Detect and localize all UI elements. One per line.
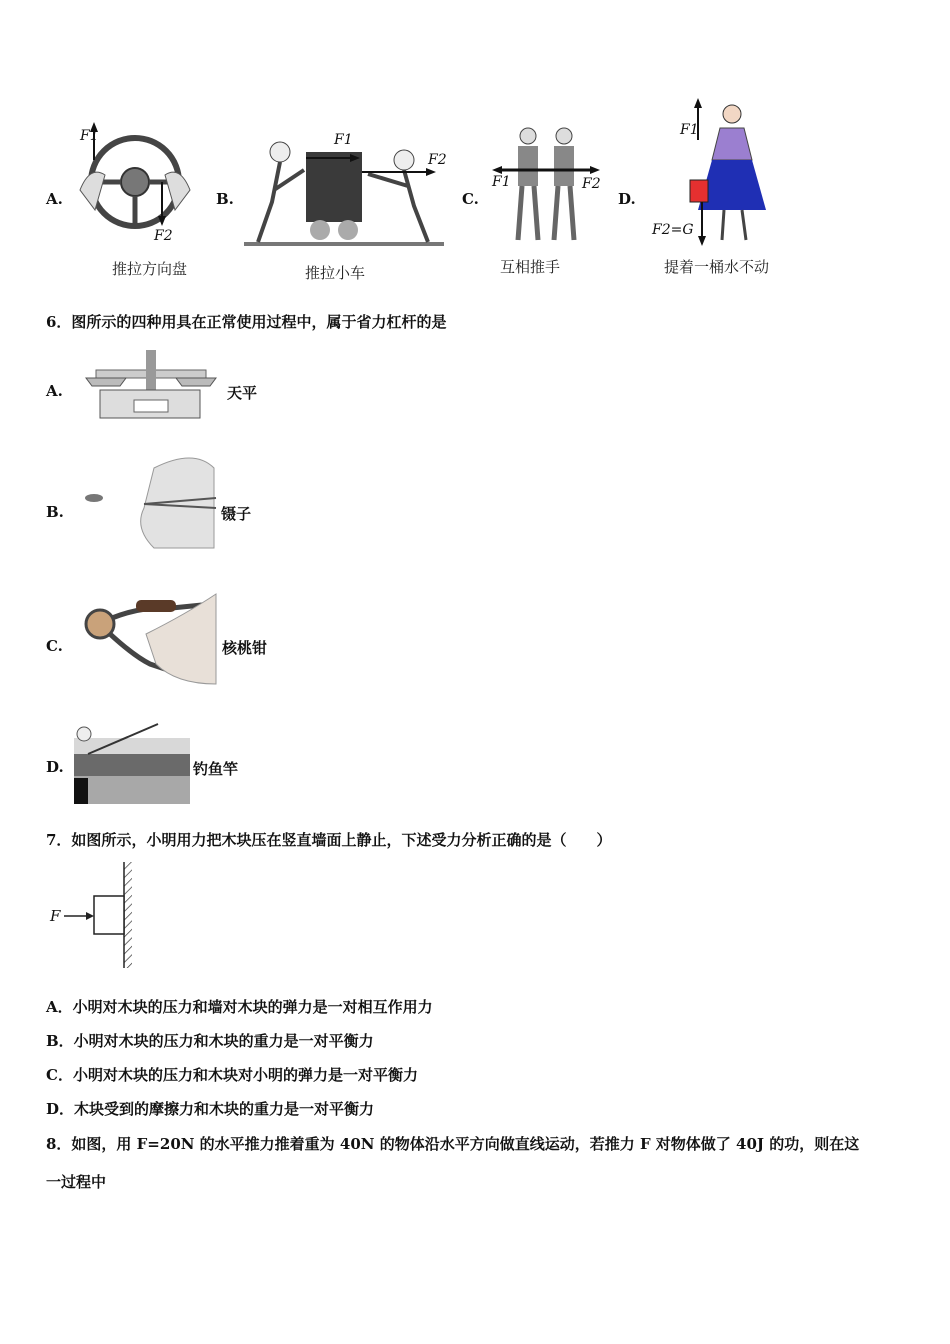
q6-option-d-fishing-rod-image xyxy=(74,724,190,804)
q6-option-b-tweezers-image xyxy=(84,458,219,550)
q5-option-d-letter: D. xyxy=(618,190,636,208)
q6-stem: 6．图所示的四种用具在正常使用过程中，属于省力杠杆的是 xyxy=(46,313,447,331)
q7-option-a: A．小明对木块的压力和墙对木块的弹力是一对相互作用力 xyxy=(46,998,433,1016)
q6-option-d-letter: D. xyxy=(46,758,64,776)
q6-option-b-letter: B. xyxy=(46,503,64,521)
q6-option-a-label: 天平 xyxy=(227,384,258,402)
q5-option-b-caption: 推拉小车 xyxy=(305,264,366,282)
q5-option-b-letter: B. xyxy=(216,190,234,208)
q6-option-a-balance-image xyxy=(86,350,216,425)
q5-option-c-letter: C. xyxy=(462,190,479,208)
q5-option-b-f2: F2 xyxy=(428,152,447,168)
q6-option-c-nutcracker-image xyxy=(76,594,218,688)
q5-option-c-f2: F2 xyxy=(582,176,601,192)
q6-option-c-letter: C. xyxy=(46,637,63,655)
q5-option-d-f1: F1 xyxy=(680,122,699,138)
q5-option-a-caption: 推拉方向盘 xyxy=(112,260,188,278)
q5-option-d-f2: F2=G xyxy=(652,222,694,238)
q5-option-a-f1: F1 xyxy=(80,128,99,144)
q7-option-d: D．木块受到的摩擦力和木块的重力是一对平衡力 xyxy=(46,1100,375,1118)
q8-stem-line2: 一过程中 xyxy=(46,1173,107,1191)
q7-option-b: B．小明对木块的压力和木块的重力是一对平衡力 xyxy=(46,1032,374,1050)
q8-stem-line1: 8．如图，用 F=20N 的水平推力推着重为 40N 的物体沿水平方向做直线运动，若推力 F 对物体做了 40J 的功，则在这 xyxy=(46,1135,860,1153)
q5-option-b-f1: F1 xyxy=(334,132,353,148)
q5-option-c-caption: 互相推手 xyxy=(500,258,561,276)
q7-stem: 7．如图所示，小明用力把木块压在竖直墙面上静止，下述受力分析正确的是（ ） xyxy=(46,831,612,849)
q5-option-b-figure xyxy=(244,130,454,250)
q5-option-d-caption: 提着一桶水不动 xyxy=(664,258,770,276)
q7-option-c: C．小明对木块的压力和木块对小明的弹力是一对平衡力 xyxy=(46,1066,418,1084)
q6-option-c-label: 核桃钳 xyxy=(222,639,268,657)
q7-force-label: F xyxy=(50,907,61,925)
q6-option-a-letter: A. xyxy=(46,382,63,400)
q5-option-a-f2: F2 xyxy=(154,228,173,244)
q6-option-d-label: 钓鱼竿 xyxy=(193,760,239,778)
q7-wall-block-figure xyxy=(48,860,138,970)
q6-option-b-label: 镊子 xyxy=(221,505,252,523)
q5-option-a-letter: A. xyxy=(46,190,63,208)
q5-option-c-f1: F1 xyxy=(492,174,511,190)
